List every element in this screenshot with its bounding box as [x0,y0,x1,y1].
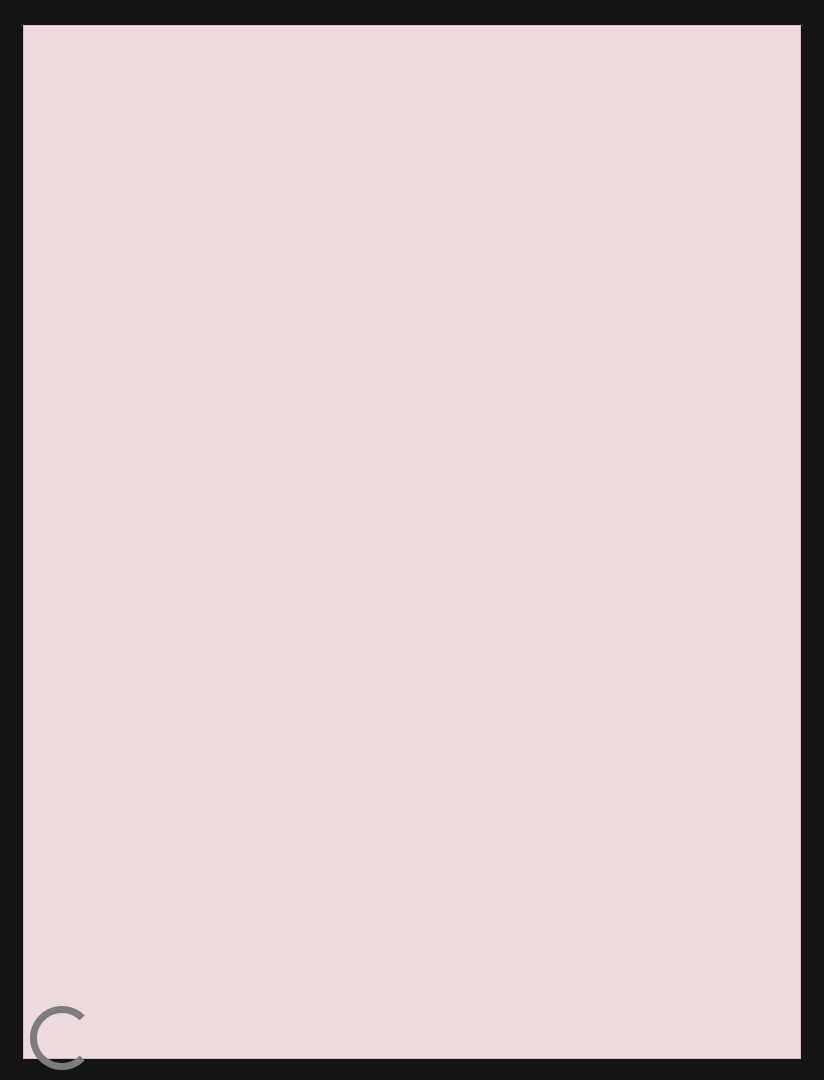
logo-g-icon [30,1006,94,1070]
archive-stamp [468,32,548,57]
ghost-stamp [418,60,498,78]
document-page [24,26,800,1058]
